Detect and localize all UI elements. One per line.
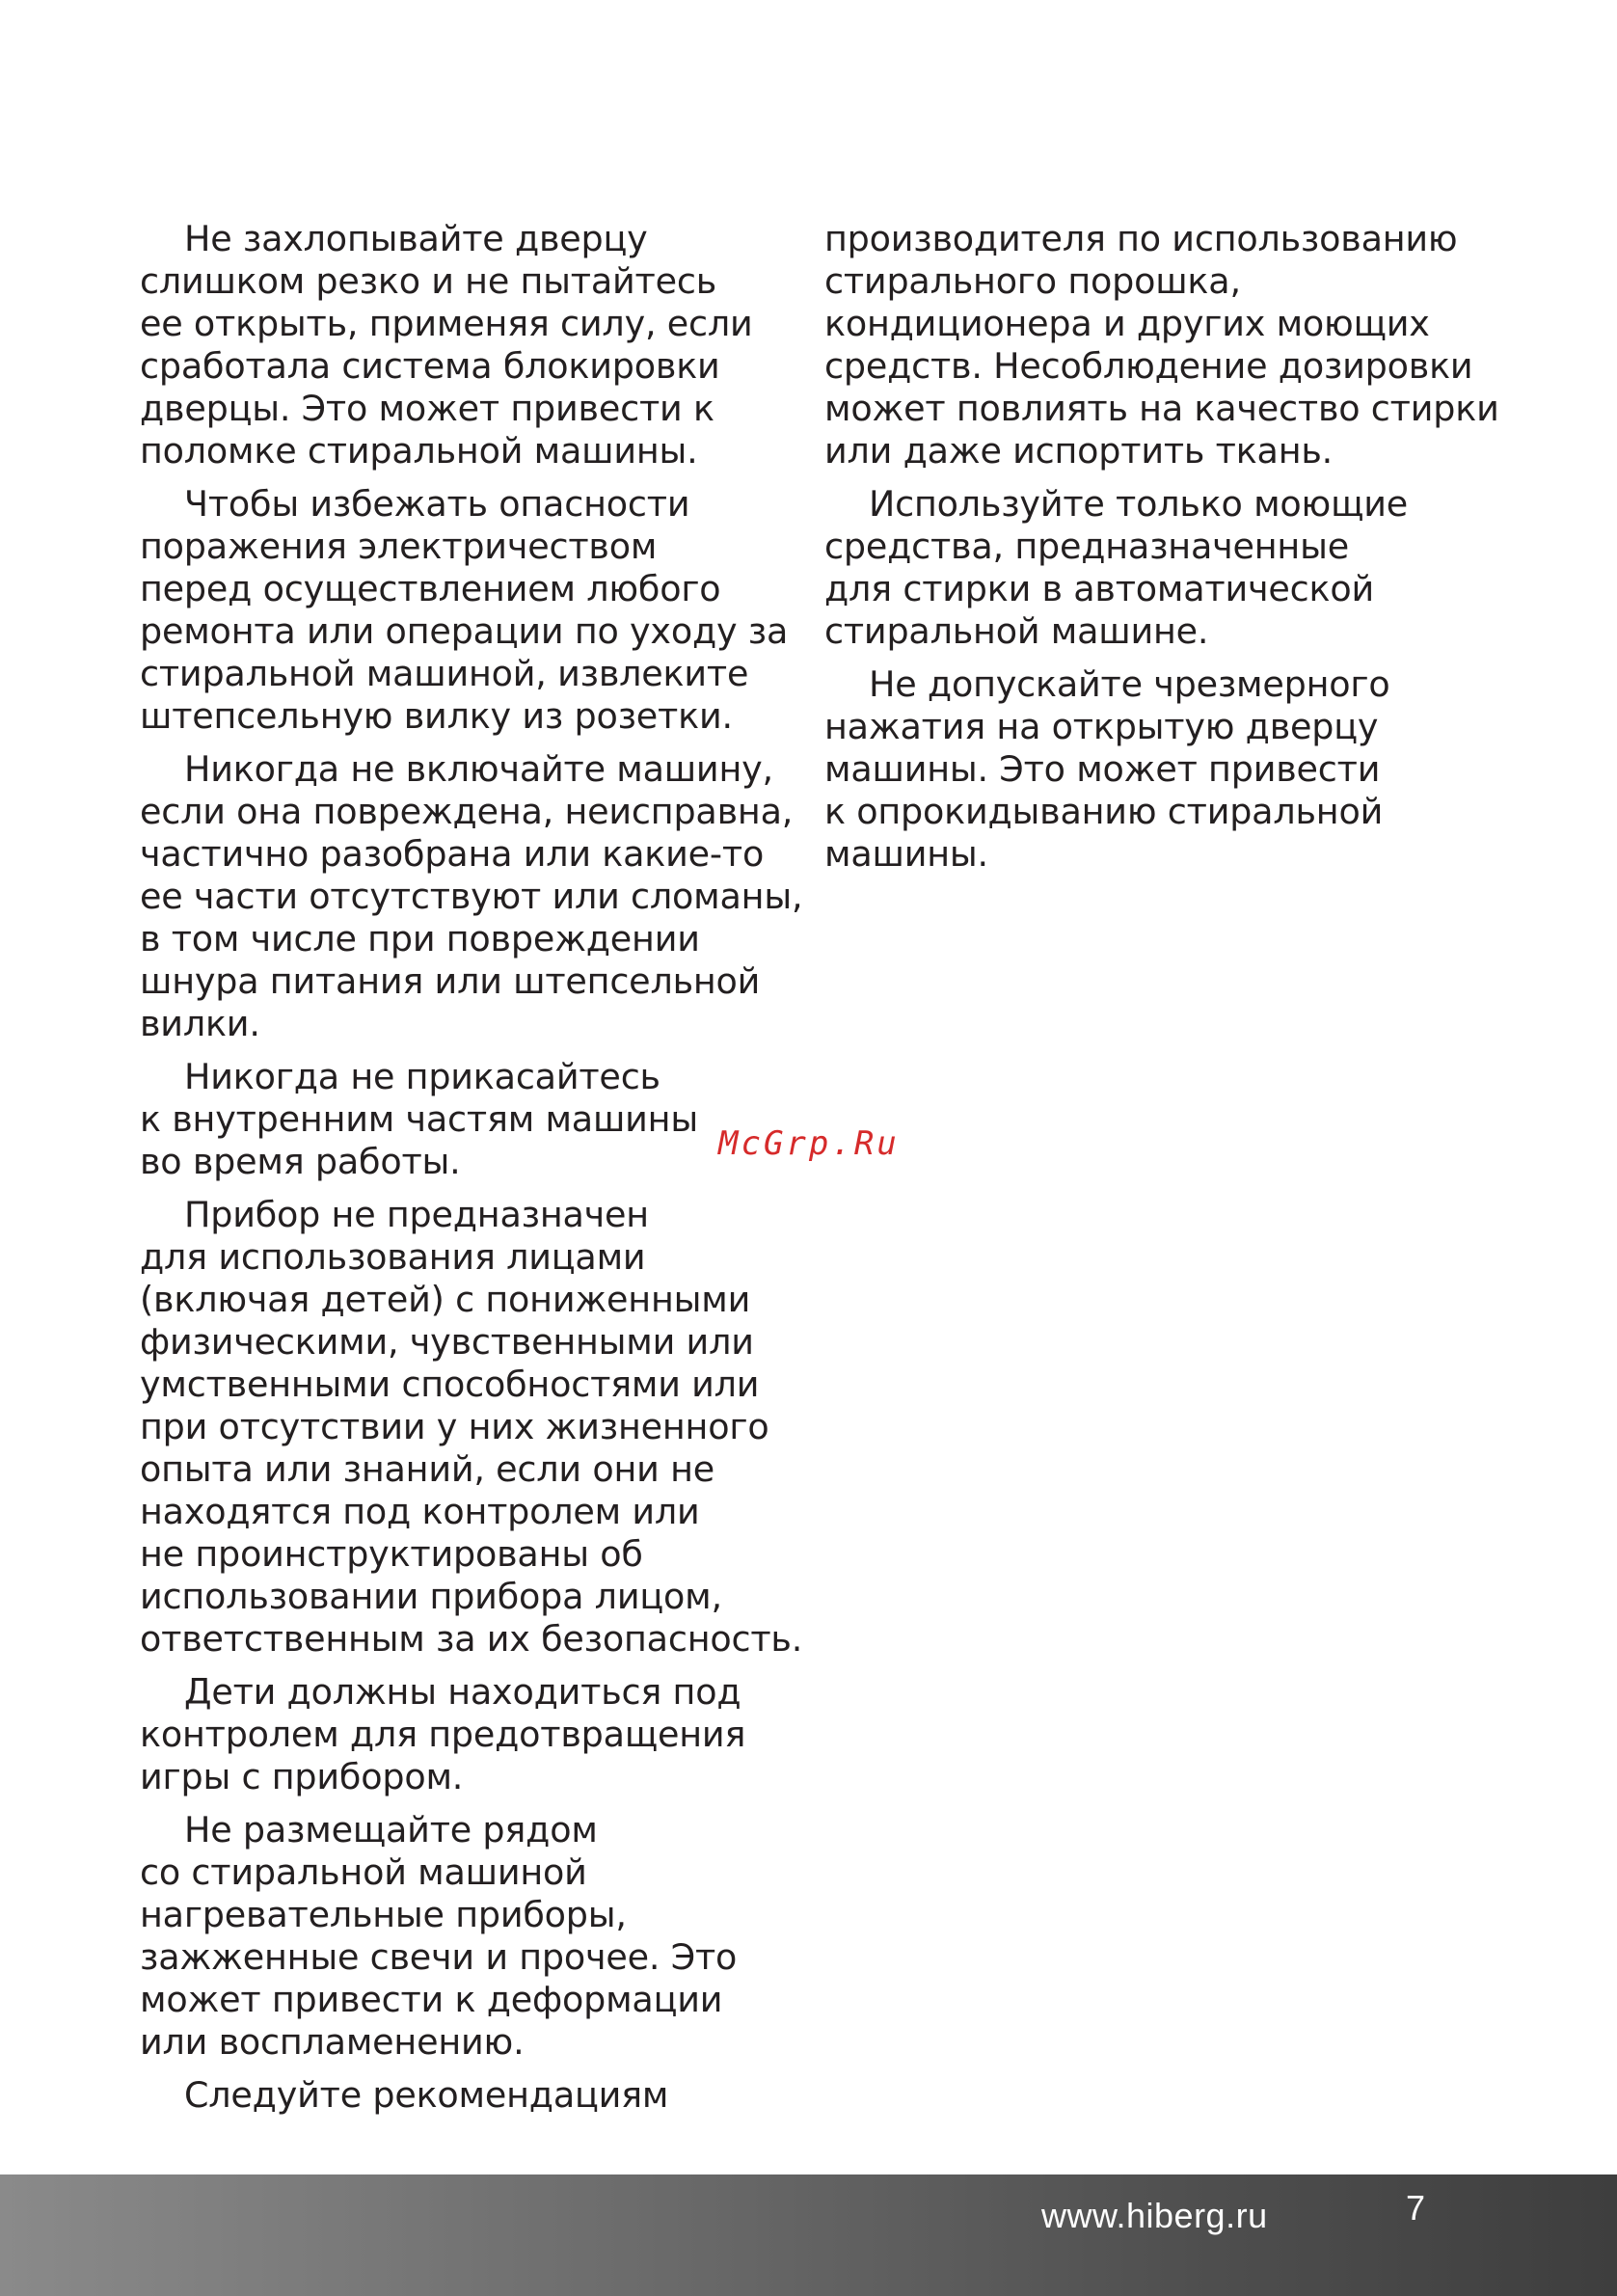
paragraph (140, 2074, 805, 2117)
text-line: ее открыть, применяя силу, если (140, 303, 753, 344)
text-line: или воспламенению. (140, 2021, 525, 2063)
paragraph (140, 1056, 805, 1183)
text-line: во время работы. (140, 1141, 461, 1182)
text-line: в том числе при повреждении (140, 918, 700, 959)
text-line: перед осуществлением любого (140, 568, 721, 609)
text-line: использовании прибора лицом, (140, 1576, 722, 1617)
text-line: может повлиять на качество стирки (824, 388, 1499, 429)
text-line: частично разобрана или какие-то (140, 833, 765, 875)
text-line: ремонта или операции по уходу за (140, 610, 789, 652)
text-line: Дети должны находиться под (184, 1671, 741, 1713)
text-line: стиральной машине. (824, 610, 1209, 652)
website-link[interactable]: www.hiberg.ru (1041, 2196, 1268, 2235)
text-line: для стирки в автоматической (824, 568, 1374, 609)
text-line: Не захлопывайте дверцу (184, 218, 648, 259)
text-line: умственными способностями или (140, 1364, 760, 1405)
paragraph (140, 218, 805, 473)
text-line: нагревательные приборы, (140, 1894, 627, 1935)
paragraph (824, 483, 1519, 653)
text-line: производителя по использованию (824, 218, 1458, 259)
text-line: вилки. (140, 1003, 260, 1044)
paragraph (140, 483, 805, 738)
text-line: Следуйте рекомендациям (184, 2074, 669, 2116)
paragraph (824, 663, 1519, 876)
text-line: машины. (824, 833, 988, 875)
text-line: штепсельную вилку из розетки. (140, 695, 733, 737)
text-line: если она повреждена, неисправна, (140, 791, 794, 832)
text-line: Прибор не предназначен (184, 1194, 649, 1235)
paragraph (140, 1671, 805, 1798)
text-line: находятся под контролем или (140, 1491, 700, 1532)
text-line: стиральной машиной, извлеките (140, 653, 749, 694)
text-line: Чтобы избежать опасности (184, 483, 690, 525)
text-line: слишком резко и не пытайтесь (140, 260, 717, 302)
text-line: сработала система блокировки (140, 345, 720, 387)
paragraph (140, 1809, 805, 2064)
text-line: нажатия на открытую дверцу (824, 706, 1379, 747)
text-line: средств. Несоблюдение дозировки (824, 345, 1473, 387)
text-line: Никогда не включайте машину, (184, 748, 773, 790)
text-line: кондиционера и других моющих (824, 303, 1430, 344)
paragraph (140, 1194, 805, 1661)
text-line: к опрокидыванию стиральной (824, 791, 1384, 832)
text-line: при отсутствии у них жизненного (140, 1406, 769, 1447)
text-line: для использования лицами (140, 1236, 646, 1278)
text-line: Не допускайте чрезмерного (869, 663, 1390, 705)
text-line: средства, предназначенные (824, 526, 1349, 567)
text-line: машины. Это может привести (824, 748, 1381, 790)
text-line: стирального порошка, (824, 260, 1241, 302)
text-line: не проинструктированы об (140, 1533, 643, 1575)
text-line: (включая детей) с пониженными (140, 1279, 751, 1320)
text-line: физическими, чувственными или (140, 1321, 754, 1363)
page-number: 7 (1406, 2188, 1426, 2228)
text-line: Не размещайте рядом (184, 1809, 598, 1850)
text-line: Используйте только моющие (869, 483, 1409, 525)
footer-bar (0, 2174, 1617, 2296)
paragraph (140, 748, 805, 1045)
text-line: контролем для предотвращения (140, 1714, 746, 1755)
text-line: или даже испортить ткань. (824, 430, 1334, 472)
text-line: ответственным за их безопасность. (140, 1618, 803, 1660)
text-line: опыта или знаний, если они не (140, 1448, 714, 1490)
left-column (140, 218, 805, 2127)
text-line: к внутренним частям машины (140, 1098, 698, 1140)
text-line: игры с прибором. (140, 1756, 464, 1797)
text-line: ее части отсутствуют или сломаны, (140, 876, 803, 917)
text-line: со стиральной машиной (140, 1851, 587, 1893)
text-line: зажженные свечи и прочее. Это (140, 1936, 738, 1978)
text-line: поражения электричеством (140, 526, 658, 567)
text-line: может привести к деформации (140, 1979, 723, 2020)
text-line: шнура питания или штепсельной (140, 960, 761, 1002)
text-line: дверцы. Это может привести к (140, 388, 714, 429)
right-column (824, 218, 1519, 886)
text-line: Никогда не прикасайтесь (184, 1056, 660, 1097)
watermark: McGrp.Ru (718, 1124, 900, 1163)
text-line: поломке стиральной машины. (140, 430, 698, 472)
paragraph (824, 218, 1519, 473)
